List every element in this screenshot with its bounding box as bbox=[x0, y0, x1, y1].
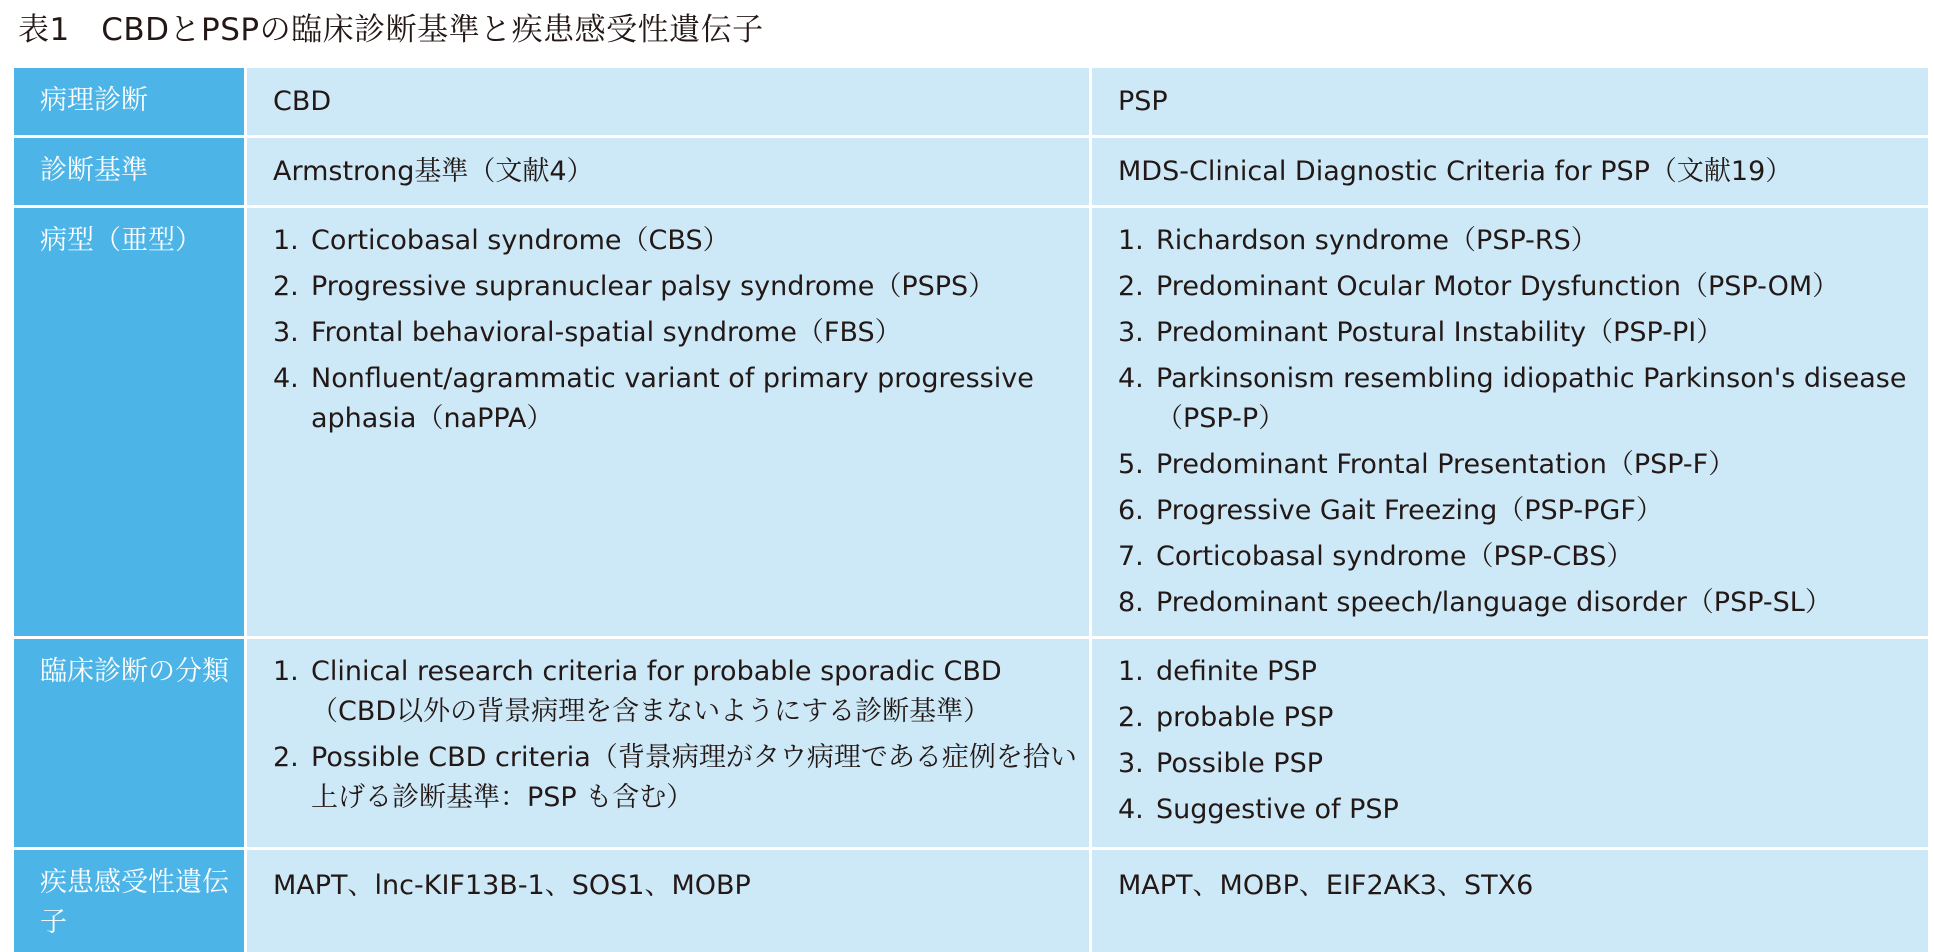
cell-psp-classification bbox=[1092, 639, 1928, 847]
list-item: 8. Predominant speech/language disorder（PSP-SL） bbox=[1118, 587, 1832, 618]
cell-psp-pathology: PSP bbox=[1092, 68, 1928, 135]
list-item: 3. Possible PSP bbox=[1118, 748, 1324, 779]
list-item: 1. Richardson syndrome（PSP-RS） bbox=[1118, 225, 1598, 256]
cbd-subtype-list bbox=[273, 221, 1081, 439]
list-item: 5. Predominant Frontal Presentation（PSP-F） bbox=[1118, 449, 1736, 480]
cell-psp-criteria: MDS-Clinical Diagnostic Criteria for PSP（文献19） bbox=[1092, 138, 1928, 205]
psp-classification-list bbox=[1118, 652, 1920, 830]
list-item: 2. Progressive supranuclear palsy syndrome（PSPS） bbox=[273, 271, 996, 302]
list-item: 3. Frontal behavioral-spatial syndrome（FBS） bbox=[273, 317, 902, 348]
list-item: 2. probable PSP bbox=[1118, 702, 1334, 733]
row-header-pathology: 病理診断 bbox=[14, 68, 244, 135]
list-item: 4. Nonfluent/agrammatic variant of primary progressive aphasia（naPPA） bbox=[273, 363, 1034, 434]
row-header-subtypes: 病型（亜型） bbox=[14, 208, 244, 636]
list-item: 1. Corticobasal syndrome（CBS） bbox=[273, 225, 730, 256]
list-item: 7. Corticobasal syndrome（PSP-CBS） bbox=[1118, 541, 1634, 572]
cell-cbd-genes: MAPT、lnc-KIF13B-1、SOS1、MOBP bbox=[247, 850, 1089, 952]
list-item: 4. Suggestive of PSP bbox=[1118, 794, 1399, 825]
cell-cbd-pathology: CBD bbox=[247, 68, 1089, 135]
table-caption: 表1 CBDとPSPの臨床診断基準と疾患感受性遺伝子 bbox=[18, 12, 764, 48]
list-item: 2. Possible CBD criteria（背景病理がタウ病理である症例を拾い上げる診断基準：PSP も含む） bbox=[273, 742, 1077, 813]
row-header-criteria: 診断基準 bbox=[14, 138, 244, 205]
list-item: 4. Parkinsonism resembling idiopathic Parkinson's disease（PSP-P） bbox=[1118, 363, 1907, 434]
cell-cbd-classification bbox=[247, 639, 1089, 847]
list-item: 2. Predominant Ocular Motor Dysfunction（PSP-OM） bbox=[1118, 271, 1840, 302]
cell-psp-genes: MAPT、MOBP、EIF2AK3、STX6 bbox=[1092, 850, 1928, 952]
comparison-table bbox=[14, 68, 1922, 940]
list-item: 3. Predominant Postural Instability（PSP-PI） bbox=[1118, 317, 1724, 348]
cbd-classification-list bbox=[273, 652, 1081, 818]
cell-cbd-criteria: Armstrong基準（文献4） bbox=[247, 138, 1089, 205]
list-item: 6. Progressive Gait Freezing（PSP-PGF） bbox=[1118, 495, 1663, 526]
row-header-susceptibility-genes: 疾患感受性遺伝子 bbox=[14, 850, 244, 952]
cell-cbd-subtypes bbox=[247, 208, 1089, 636]
psp-subtype-list bbox=[1118, 221, 1920, 623]
cell-psp-subtypes bbox=[1092, 208, 1928, 636]
list-item: 1. definite PSP bbox=[1118, 656, 1317, 687]
list-item: 1. Clinical research criteria for probable sporadic CBD（CBD以外の背景病理を含まないようにする診断基準） bbox=[273, 656, 1002, 727]
row-header-clinical-classification: 臨床診断の分類 bbox=[14, 639, 244, 847]
